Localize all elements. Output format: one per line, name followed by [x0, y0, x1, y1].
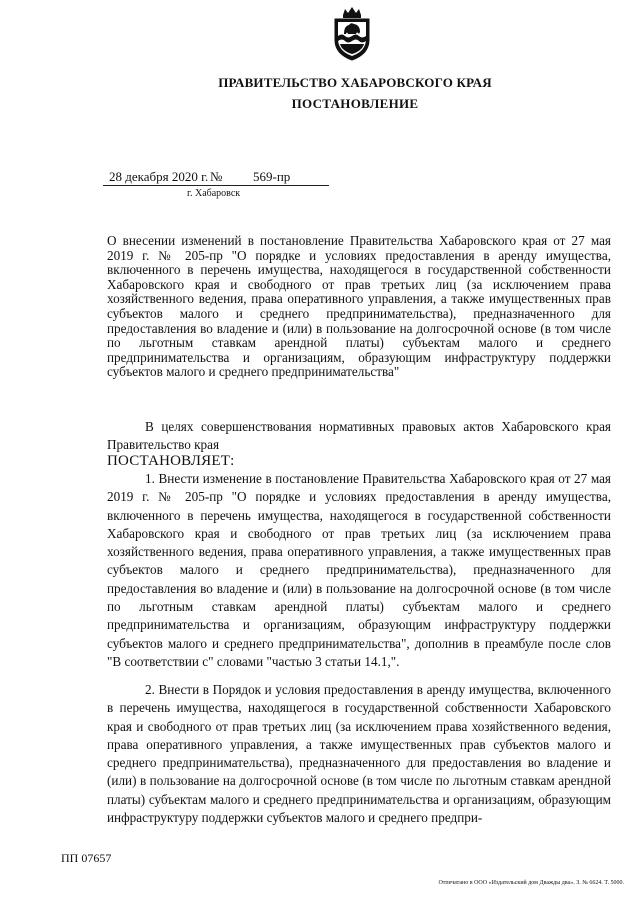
- resolves-heading: ПОСТАНОВЛЯЕТ:: [107, 453, 235, 469]
- government-name: ПРАВИТЕЛЬСТВО ХАБАРОВСКОГО КРАЯ: [218, 75, 492, 90]
- document-title: О внесении изменений в постановление Правительства Хабаровского края от 27 мая 2019 г. № 205-пр "О порядке и условиях предоставления в аренду имущества, включенного в перечень имущества, находящегося в государственной собственности Хабаровского края и свободного от прав третьих лиц (за исключением права хозяйственного ведения, права оперативного управления, а также имущественных прав субъектов малого и среднего предпринимательства), предназначенного для предоставления во владение и (или) в пользование на долгосрочной основе (в том числе по льготным ставкам арендной платы) субъектам малого и среднего предпринимательства и организациям, образующим инфраструктуру поддержки субъектов малого и среднего предпринимательства": [107, 233, 611, 380]
- preamble-paragraph: В целях совершенствования нормативных правовых актов Хабаровского края Правительство края: [107, 419, 611, 453]
- clause-1-paragraph: 1. Внести изменение в постановление Правительства Хабаровского края от 27 мая 2019 г. № 205-пр "О порядке и условиях предоставления в аренду имущества, включенного в перечень имущества, находящегося в государственной собственности Хабаровского края и свободного от прав третьих лиц (за исключением права хозяйственного ведения, права оперативного управления, а также имущественных прав субъектов малого и среднего предпринимательства), предназначенного для предоставления во владение и (или) в пользование на долгосрочной основе (в том числе по льготным ставкам арендной платы) субъектам малого и среднего предпринимательства и организациям, образующим инфраструктуру поддержки субъектов малого и среднего предпринимательства", дополнив в преамбуле после слов "В соответствии с" словами "частью 3 статьи 14.1,".: [107, 471, 611, 669]
- decree-number: 569-пр: [253, 169, 291, 184]
- number-sign: №: [210, 169, 223, 184]
- khabarovsk-coat-of-arms-icon: [331, 6, 373, 62]
- document-code: ПП 07657: [61, 851, 112, 865]
- printer-imprint: Отпечатано в ООО «Издательский дом Дважды два». З. № 6624. Т. 5000.: [438, 880, 624, 886]
- clause-2-paragraph: 2. Внести в Порядок и условия предоставления в аренду имущества, включенного в перечень имущества, находящегося в государственной собственности Хабаровского края и свободного от прав третьих лиц (за исключением права хозяйственного ведения, права оперативного управления, а также имущественных прав субъектов малого и среднего предпринимательства), предназначенного для предоставления во владение и (или) в пользование на долгосрочной основе (в том числе по льготным ставкам арендной платы) субъектам малого и среднего предпринимательства и организациям, образующим инфраструктуру поддержки субъектов малого и среднего предпри-: [107, 682, 611, 826]
- registration-line: [103, 169, 329, 186]
- decree-date: 28 декабря 2020 г.: [109, 169, 209, 184]
- document-type: ПОСТАНОВЛЕНИЕ: [291, 96, 419, 111]
- issue-city: г. Хабаровск: [187, 188, 241, 199]
